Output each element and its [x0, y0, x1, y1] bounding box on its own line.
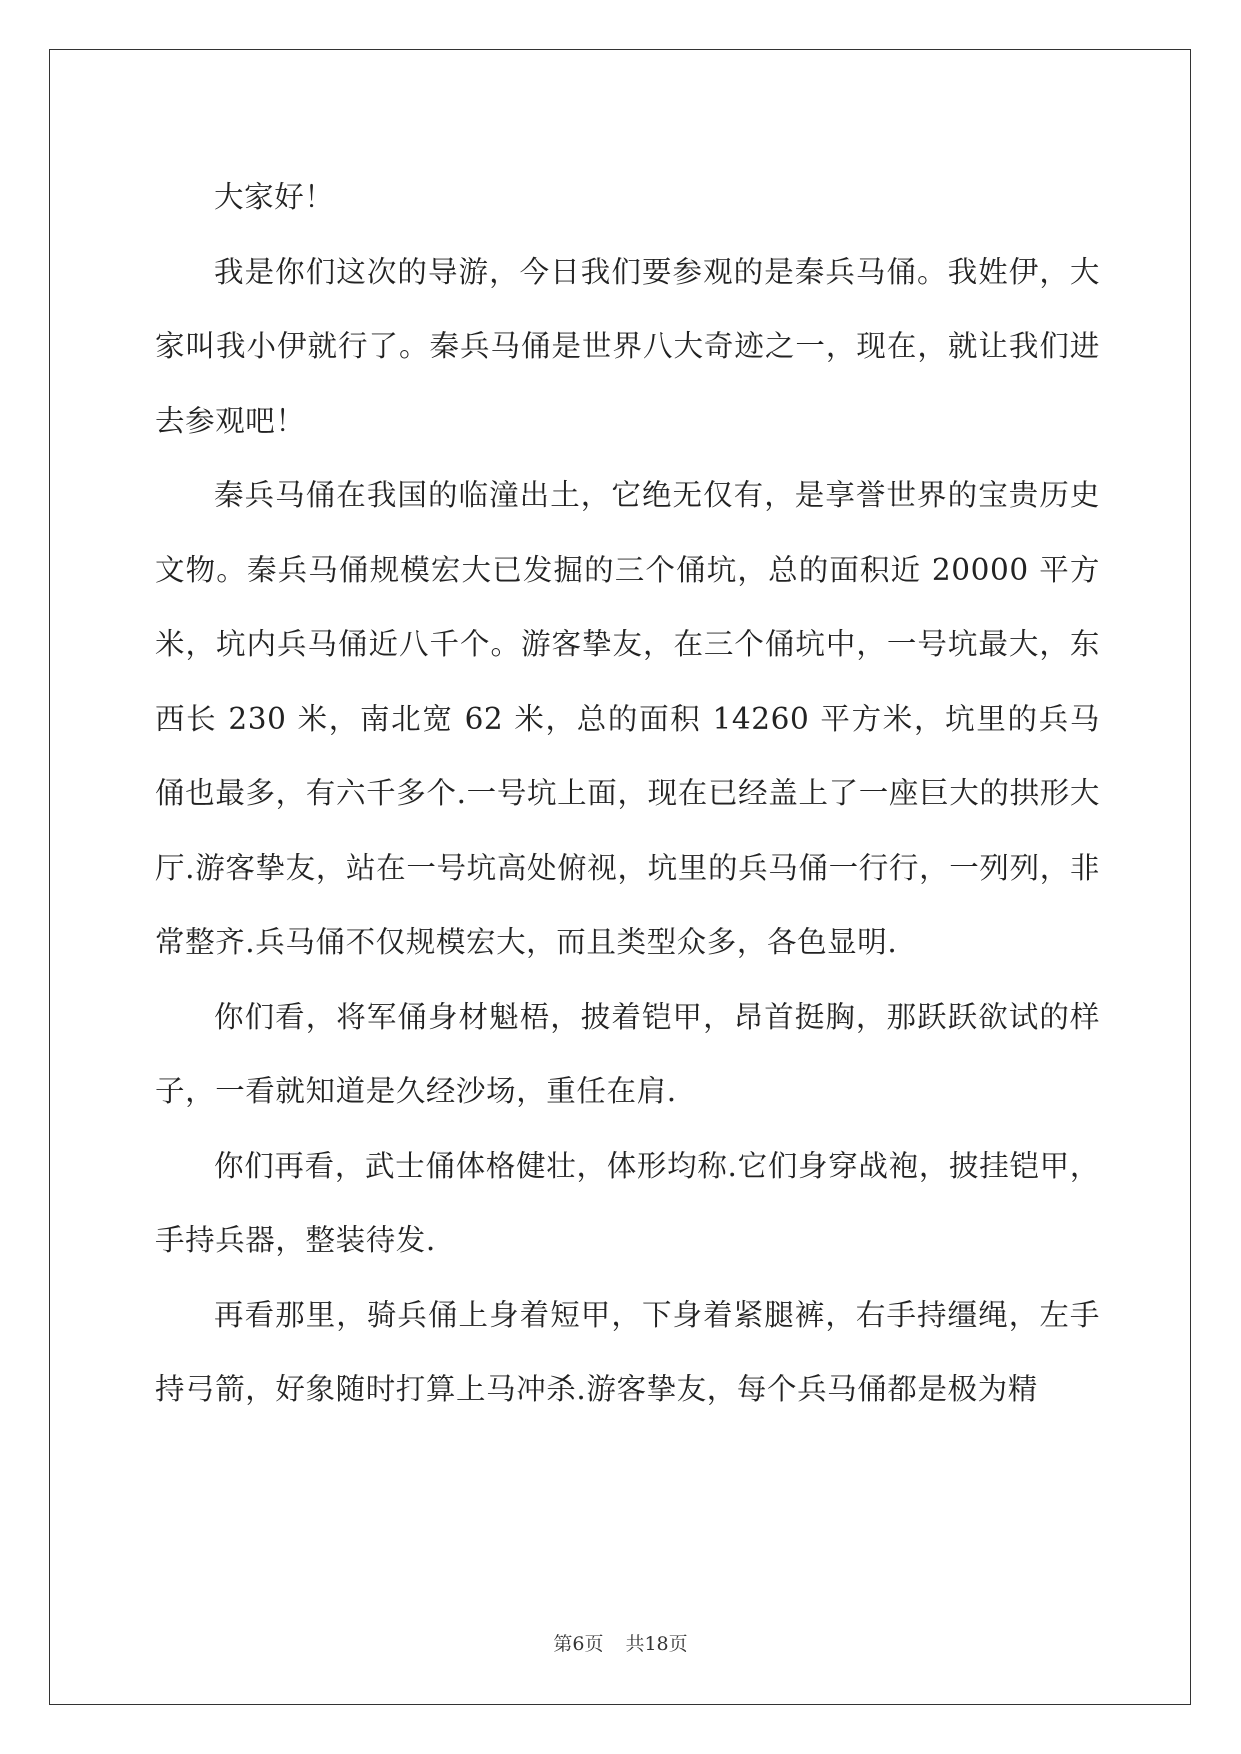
page-number-total: 共18页	[625, 1633, 688, 1655]
document-body	[155, 160, 1100, 1427]
paragraph-introduction: 我是你们这次的导游，今日我们要参观的是秦兵马俑。我姓伊，大家叫我小伊就行了。秦兵马俑是世界八大奇迹之一，现在，就让我们进去参观吧！	[155, 254, 1100, 438]
paragraph-general-figure: 你们看，将军俑身材魁梧，披着铠甲，昂首挺胸，那跃跃欲试的样子，一看就知道是久经沙场，重任在肩.	[155, 999, 1100, 1108]
page-footer	[0, 1632, 1241, 1656]
paragraph-greeting: 大家好！	[214, 180, 335, 214]
paragraph-pits-overview: 秦兵马俑在我国的临潼出土，它绝无仅有，是享誉世界的宝贵历史文物。秦兵马俑规模宏大已发掘的三个俑坑，总的面积近 20000 平方米，坑内兵马俑近八千个。游客挚友，在三个俑坑中，一号坑最大，东西长 230 米，南北宽 62 米，总的面积 14260 平方米，坑里的兵马俑也最多，有六千多个.一号坑上面，现在已经盖上了一座巨大的拱形大厅.游客挚友，站在一号坑高处俯视，坑里的兵马俑一行行，一列列，非常整齐.兵马俑不仅规模宏大，而且类型众多，各色显明.	[155, 478, 1100, 959]
paragraph-warrior-figure: 你们再看，武士俑体格健壮，体形均称.它们身穿战袍，披挂铠甲，手持兵器，整装待发.	[155, 1148, 1100, 1257]
page-number-current: 第6页	[553, 1633, 604, 1655]
paragraph-cavalry-figure: 再看那里，骑兵俑上身着短甲，下身着紧腿裤，右手持缰绳，左手持弓箭，好象随时打算上马冲杀.游客挚友，每个兵马俑都是极为精	[155, 1297, 1100, 1406]
